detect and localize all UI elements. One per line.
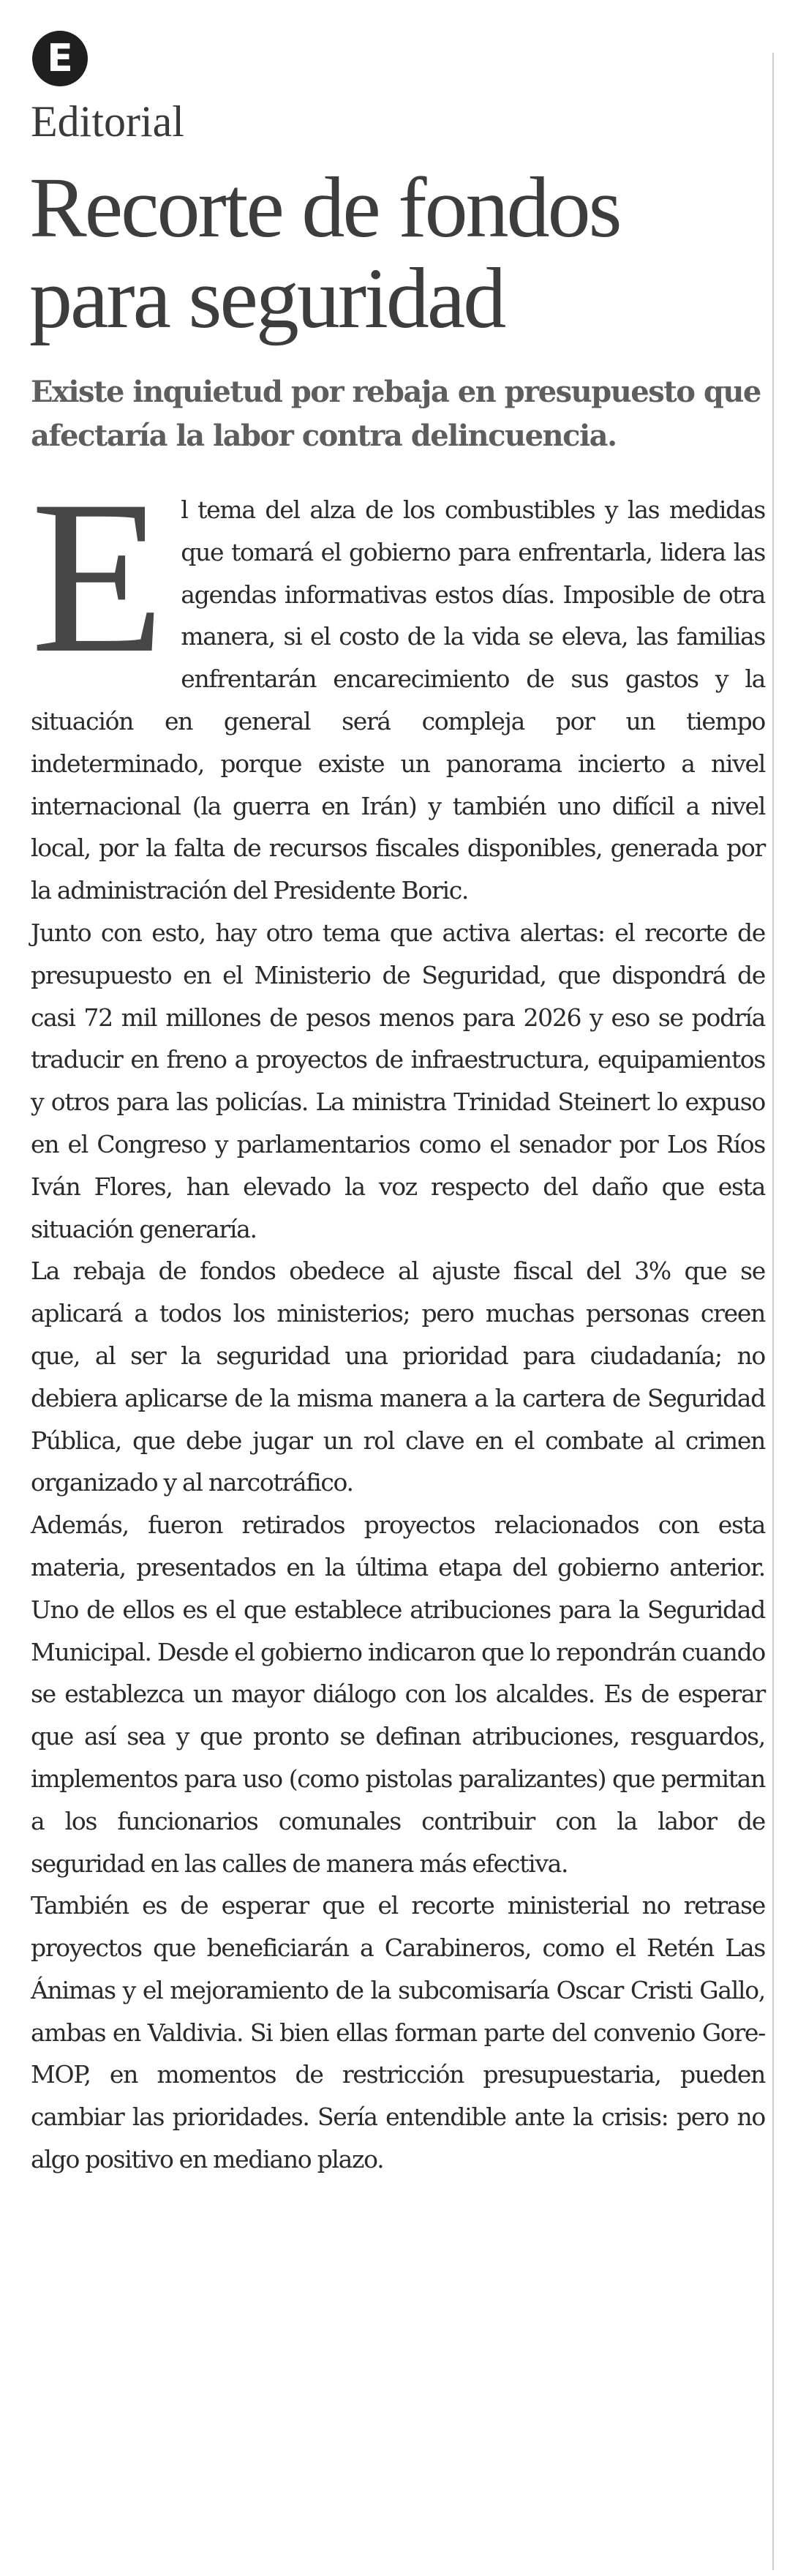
drop-cap: E bbox=[31, 455, 165, 698]
section-label: Editorial bbox=[31, 97, 184, 146]
body-paragraph-4: Además, fueron retirados proyectos relacionados con esta materia, presentados en la última etapa del gobierno anterior. Uno de ellos es el que establece atribuciones para la Seguridad Municipal. Desde el gobierno indicaron que lo repondrán cuando se establezca un mayor diálogo con los alcaldes. Es de esperar que así sea y que pronto se definan atribuciones, resguardos, implementos para uso (como pistolas paralizantes) que permitan a los funcionarios comunales contribuir con la labor de seguridad en las calles de manera más efectiva. bbox=[31, 1510, 765, 1878]
badge-letter: E bbox=[47, 37, 73, 80]
headline: Recorte de fondos para seguridad bbox=[29, 160, 620, 346]
body-paragraph-3: La rebaja de fondos obedece al ajuste fiscal del 3% que se aplicará a todos los ministerios; pero muchas personas creen que, al ser la seguridad una prioridad para ciudadanía; no debiera aplicarse de la misma manera a la cartera de Seguridad Pública, que debe jugar un rol clave en el combate al crimen organizado y al narcotráfico. bbox=[31, 1257, 765, 1497]
article-body bbox=[31, 455, 765, 2181]
editorial-badge-icon bbox=[32, 31, 88, 86]
body-paragraph-2: Junto con esto, hay otro tema que activa alertas: el recorte de presupuesto en el Ministerio de Seguridad, que dispondrá de casi 72 mil millones de pesos menos para 2026 y eso se podría traducir en freno a proyectos de infraestructura, equipamientos y otros para las policías. La ministra Trinidad Steinert lo expuso en el Congreso y parlamentarios como el senador por Los Ríos Iván Flores, han elevado la voz respecto del daño que esta situación generaría. bbox=[31, 918, 765, 1243]
paragraph-1-text: l tema del alza de los combustibles y las medidas que tomará el gobierno para enfrentarla, lidera las agendas informativas estos días. Imposible de otra manera, si el costo de la vida se eleva, las familias enfrentarán encarecimiento de sus gastos y la situación en general será compleja por un tiempo indeterminado, porque existe un panorama incierto a nivel internacional (la guerra en Irán) y también uno difícil a nivel local, por la falta de recursos fiscales disponibles, generada por la administración del Presidente Boric. bbox=[31, 495, 765, 905]
body-paragraph-5: También es de esperar que el recorte ministerial no retrase proyectos que beneficiarán a Carabineros, como el Retén Las Ánimas y el mejoramiento de la subcomisaría Oscar Cristi Gallo, ambas en Valdivia. Si bien ellas forman parte del convenio Gore-MOP, en momentos de restricción presupuestaria, pueden cambiar las prioridades. Sería entendible ante la crisis: pero no algo positivo en mediano plazo. bbox=[31, 1891, 765, 2174]
column-divider bbox=[772, 53, 774, 2570]
subheadline: Existe inquietud por rebaja en presupuesto que afectaría la labor contra delincuencia. bbox=[31, 375, 761, 453]
body-paragraph-1 bbox=[31, 455, 765, 912]
